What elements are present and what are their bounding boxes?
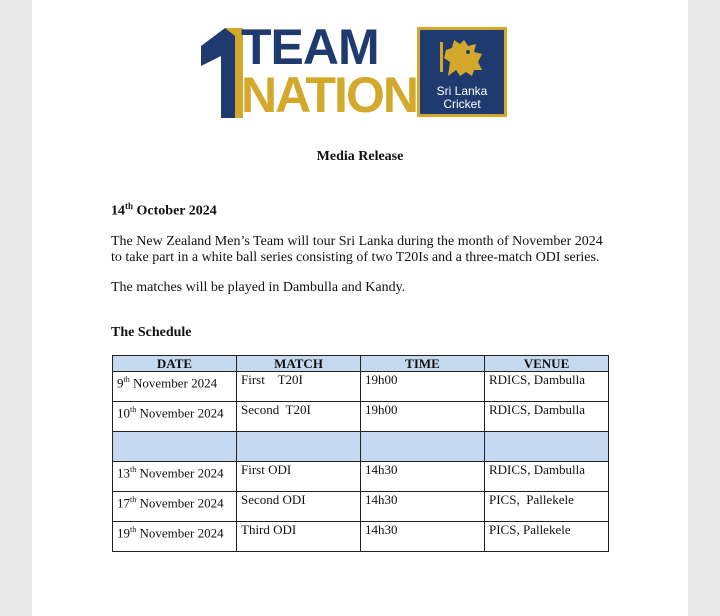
cell-empty [485, 432, 609, 462]
cell-empty [237, 432, 361, 462]
cell-time: 14h30 [361, 462, 485, 492]
table-row [113, 492, 609, 522]
table-row [113, 372, 609, 402]
table-row [113, 522, 609, 552]
cell-venue: PICS, Pallekele [485, 522, 609, 552]
cell-match: Second ODI [237, 492, 361, 522]
media-release-title: Media Release [316, 149, 404, 164]
header-venue: VENUE [485, 356, 609, 372]
team-nation-logo [195, 19, 511, 123]
cell-match: Third ODI [237, 522, 361, 552]
lion-icon [438, 36, 488, 80]
cell-time: 19h00 [361, 402, 485, 432]
venue-paragraph: The matches will be played in Dambulla and Kandy. [111, 280, 406, 295]
cell-match: First ODI [237, 462, 361, 492]
cell-match: First T20I [237, 372, 361, 402]
logo-team-text: TEAM [241, 19, 379, 75]
cell-date: 13th November 2024 [113, 462, 237, 492]
logo-nation-text: NATION [241, 67, 417, 123]
table-separator-row [113, 432, 609, 462]
cell-venue: RDICS, Dambulla [485, 372, 609, 402]
slc-text-line2: Cricket [443, 97, 481, 111]
cell-venue: PICS, Pallekele [485, 492, 609, 522]
cell-time: 14h30 [361, 492, 485, 522]
cell-venue: RDICS, Dambulla [485, 402, 609, 432]
table-row [113, 462, 609, 492]
intro-paragraph: The New Zealand Men’s Team will tour Sri Lanka during the month of November 2024 to take part in a white ball series consisting of two T20Is and a three-match ODI series. [111, 234, 603, 265]
cell-date: 17th November 2024 [113, 492, 237, 522]
cell-empty [361, 432, 485, 462]
cell-match: Second T20I [237, 402, 361, 432]
header-match: MATCH [237, 356, 361, 372]
cell-date: 19th November 2024 [113, 522, 237, 552]
cell-date: 10th November 2024 [113, 402, 237, 432]
sri-lanka-cricket-badge [417, 27, 507, 117]
cell-time: 14h30 [361, 522, 485, 552]
slc-text-line1: Sri Lanka [436, 84, 488, 98]
header-date: DATE [113, 356, 237, 372]
cell-empty [113, 432, 237, 462]
cell-date: 9th November 2024 [113, 372, 237, 402]
document-page [32, 0, 688, 616]
header-time: TIME [361, 356, 485, 372]
schedule-heading: The Schedule [111, 325, 192, 340]
cell-venue: RDICS, Dambulla [485, 462, 609, 492]
release-date: 14th October 2024 [111, 201, 217, 219]
table-header-row [113, 356, 609, 372]
table-row [113, 402, 609, 432]
schedule-table [112, 355, 609, 552]
cell-time: 19h00 [361, 372, 485, 402]
number-one-logo-icon [195, 26, 243, 118]
